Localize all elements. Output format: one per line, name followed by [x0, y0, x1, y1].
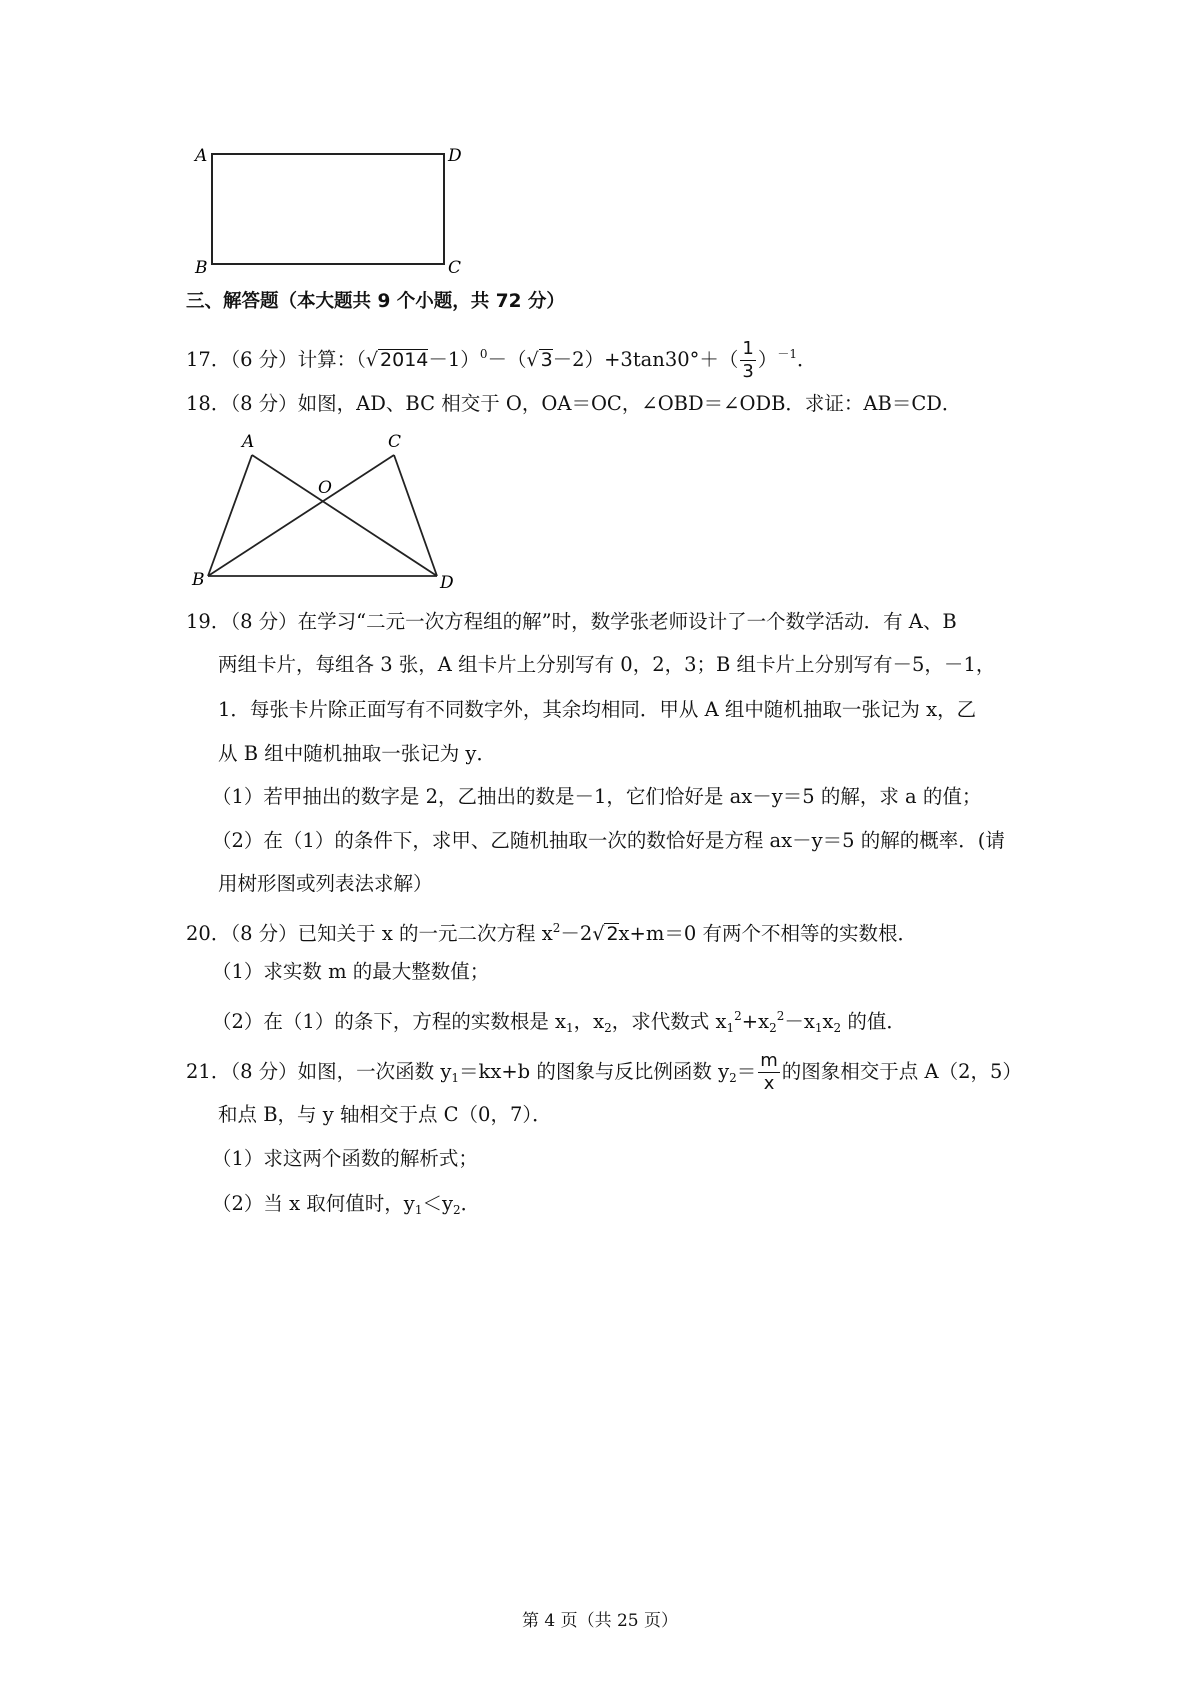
q20-part2-a: （2）在（1）的条下，方程的实数根是 x: [212, 1010, 567, 1033]
subscript-2: 2: [729, 1071, 737, 1085]
q21-mid2: ＝: [736, 1060, 757, 1083]
q20-part2-g: 的值．: [841, 1010, 906, 1033]
q17-prefix: 17．（6 分）计算：（: [186, 348, 366, 371]
question-20-part2: [212, 1004, 906, 1040]
subscript-1: 1: [451, 1071, 460, 1085]
question-19-line3: 1．每张卡片除正面写有不同数字外，其余均相同．甲从 A 组中随机抽取一张记为 x，乙: [218, 698, 977, 721]
question-19-line2: 两组卡片，每组各 3 张，A 组卡片上分别写有 0，2，3；B 组卡片上分别写有－5，－1，: [218, 653, 996, 676]
q20-part2-d: +x: [741, 1010, 770, 1033]
label-b: B: [192, 570, 205, 590]
question-18: 18．（8 分）如图，AD、BC 相交于 O，OA＝OC，∠OBD＝∠ODB．求证：AB＝CD．: [186, 392, 962, 415]
fraction-numerator: m: [760, 1050, 778, 1071]
exponent-neg1: －1: [777, 347, 798, 361]
radicand-3: 3: [540, 349, 553, 371]
q21-mid1: ＝kx+b 的图象与反比例函数 y: [459, 1060, 730, 1083]
subscript-1: 1: [726, 1021, 735, 1035]
question-19-part2b: 用树形图或列表法求解）: [218, 872, 433, 895]
sqrt-3: √ 3: [526, 349, 553, 371]
question-21-line2: 和点 B，与 y 轴相交于点 C（0，7）．: [218, 1103, 552, 1126]
exponent-2: 2: [776, 1009, 785, 1023]
q21-part2-c: ．: [460, 1192, 481, 1215]
q20-part2-c: ，求代数式 x: [611, 1010, 727, 1033]
question-19-line4: 从 B 组中随机抽取一张记为 y．: [218, 742, 496, 765]
q17-part2: －1）: [428, 348, 480, 371]
fraction-m-over-x: [758, 1050, 780, 1095]
segment-cd: [394, 455, 437, 576]
label-c: C: [448, 258, 462, 278]
segment-ab: [208, 455, 252, 576]
radicand-2014: 2014: [380, 349, 429, 371]
q21-part2-a: （2）当 x 取何值时，y: [212, 1192, 415, 1215]
q20-prefix: 20．（8 分）已知关于 x 的一元二次方程 x: [186, 922, 553, 945]
q21-part2-b: ＜y: [422, 1192, 453, 1215]
exponent-2: 2: [552, 921, 561, 935]
q20-part2-e: －x: [784, 1010, 815, 1033]
exponent-0: 0: [479, 347, 488, 361]
label-o: O: [318, 478, 332, 498]
fraction-numerator: 1: [742, 338, 754, 359]
subscript-2: 2: [769, 1021, 777, 1035]
q17-part4: －2）+3tan30°＋（: [552, 348, 739, 371]
question-19-part2a: （2）在（1）的条件下，求甲、乙随机抽取一次的数恰好是方程 ax－y＝5 的解的概率．(请: [212, 829, 1005, 852]
question-19-part1: （1）若甲抽出的数字是 2，乙抽出的数是－1，它们恰好是 ax－y＝5 的解，求 a 的值；: [212, 785, 982, 808]
question-21-part2: [212, 1192, 480, 1222]
q21-suffix: 的图象相交于点 A（2，5）: [781, 1060, 1022, 1083]
q17-end: ．: [797, 348, 817, 371]
question-21-part1: （1）求这两个函数的解析式；: [212, 1147, 478, 1170]
section-heading: 三、解答题（本大题共 9 个小题，共 72 分）: [186, 291, 565, 312]
rectangle-abcd: [212, 154, 444, 264]
fraction-denominator: 3: [742, 361, 754, 382]
q21-prefix: 21．（8 分）如图，一次函数 y: [186, 1060, 452, 1083]
subscript-2: 2: [604, 1021, 612, 1035]
segment-cb: [208, 455, 394, 576]
question-17: [186, 338, 817, 383]
triangle-figure: [190, 425, 470, 595]
q20-part2-f: x: [822, 1010, 834, 1033]
q17-part5: ）: [757, 348, 778, 371]
question-19-line1: 19．（8 分）在学习“二元一次方程组的解”时，数学张老师设计了一个数学活动．有 A、B: [186, 610, 957, 633]
subscript-2: 2: [833, 1021, 842, 1035]
q20-part2-b: ，x: [573, 1010, 605, 1033]
segment-ad: [252, 455, 437, 576]
page-footer: 第 4 页（共 25 页）: [521, 1611, 679, 1631]
rectangle-figure: [190, 140, 480, 280]
fraction-one-third: [740, 338, 755, 383]
sqrt-2: √ 2: [592, 923, 619, 945]
label-d: D: [440, 573, 454, 593]
q20-suffix: x+m＝0 有两个不相等的实数根．: [618, 922, 917, 945]
q17-part3: －（: [487, 348, 527, 371]
label-c: C: [388, 432, 402, 452]
subscript-1: 1: [566, 1021, 574, 1035]
question-20: [186, 916, 917, 946]
question-20-part1: （1）求实数 m 的最大整数值；: [212, 960, 490, 983]
label-d: D: [448, 146, 462, 166]
question-21-line1: [186, 1050, 1022, 1095]
q20-mid: －2: [560, 922, 593, 945]
exponent-2: 2: [734, 1009, 742, 1023]
subscript-2: 2: [453, 1203, 461, 1217]
label-b: B: [195, 258, 208, 278]
subscript-1: 1: [414, 1203, 423, 1217]
label-a: A: [195, 146, 208, 166]
fraction-denominator: x: [763, 1073, 775, 1094]
label-a: A: [242, 432, 255, 452]
radicand-2: 2: [606, 923, 619, 945]
subscript-1: 1: [814, 1021, 823, 1035]
sqrt-2014: √ 2014: [365, 349, 429, 371]
